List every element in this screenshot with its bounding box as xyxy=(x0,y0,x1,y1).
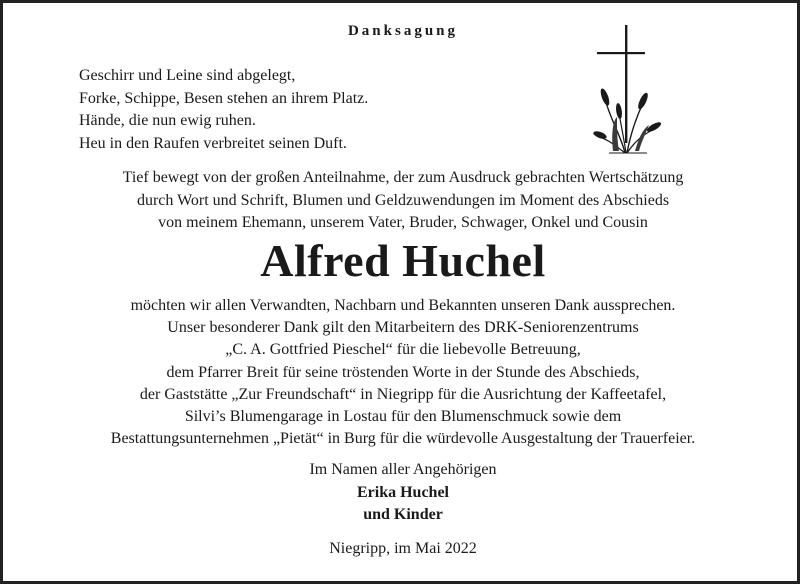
deceased-name: Alfred Huchel xyxy=(260,235,546,286)
poem-line: Forke, Schippe, Besen stehen an ihrem Platz. xyxy=(79,89,369,107)
intro-paragraph xyxy=(3,167,800,235)
intro-line: Tief bewegt von der großen Anteilnahme, der zum Ausdruck gebrachten Wertschätzung xyxy=(122,169,684,186)
intro-line: von meinem Ehemann, unserem Vater, Bruder, Schwager, Onkel und Cousin xyxy=(158,214,648,231)
signature-block xyxy=(3,459,800,527)
poem-line: Hände, die nun ewig ruhen. xyxy=(79,112,256,129)
intro-line: durch Wort und Schrift, Blumen und Geldzuwendungen im Moment des Abschieds xyxy=(136,191,670,209)
place-date: Niegripp, im Mai 2022 xyxy=(329,540,477,557)
thanks-line: der Gaststätte „Zur Freundschaft“ in Niegripp für die Ausrichtung der Kaffeetafel, xyxy=(139,385,667,403)
thanks-line: „C. A. Gottfried Pieschel“ für die liebevolle Betreuung, xyxy=(225,341,581,359)
poem-block xyxy=(79,65,368,155)
signature-intro: Im Namen aller Angehörigen xyxy=(309,461,497,478)
notice-heading: Danksagung xyxy=(347,23,459,39)
thanks-line: möchten wir allen Verwandten, Nachbarn und Bekannten unseren Dank aussprechen. xyxy=(130,297,676,314)
thanks-paragraph xyxy=(3,295,800,450)
thanks-line: Bestattungsunternehmen „Pietät“ in Burg für die würdevolle Ausgestaltung der Trauerfeier. xyxy=(110,430,696,448)
thanks-line: dem Pfarrer Breit für seine tröstenden Worte in der Stunde des Abschieds, xyxy=(166,363,640,381)
thanks-line: Unser besonderer Dank gilt den Mitarbeitern des DRK-Seniorenzentrums xyxy=(167,319,639,337)
poem-line: Heu in den Raufen verbreitet seinen Duft. xyxy=(79,134,347,152)
signature-family: und Kinder xyxy=(363,506,443,523)
cross-with-grain-icon xyxy=(591,21,663,159)
poem-line: Geschirr und Leine sind abgelegt, xyxy=(79,67,296,84)
thanks-line: Silvi’s Blumengarage in Lostau für den Blumenschmuck sowie dem xyxy=(184,408,622,426)
signature-name: Erika Huchel xyxy=(356,483,449,501)
